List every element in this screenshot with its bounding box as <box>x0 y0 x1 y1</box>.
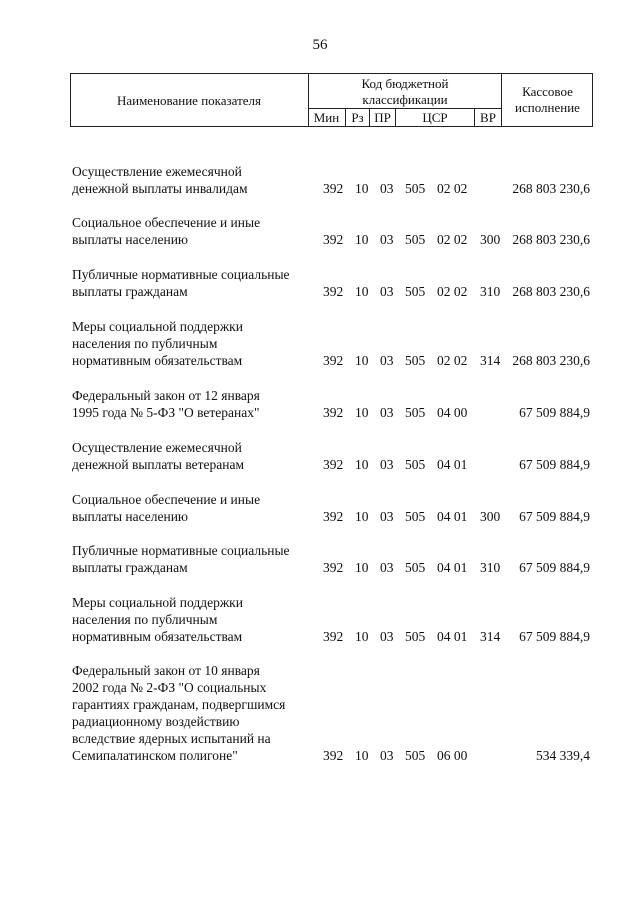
indicator-name-line: Осуществление ежемесячной <box>72 164 242 179</box>
code-pr: 03 <box>380 353 394 368</box>
code-csr1: 505 <box>405 748 426 763</box>
amount: 67 509 884,9 <box>519 457 590 472</box>
code-vr: 310 <box>480 284 501 299</box>
code-pr: 03 <box>380 405 394 420</box>
code-min: 392 <box>323 232 344 247</box>
code-csr2: 02 02 <box>437 284 468 299</box>
code-min: 392 <box>323 353 344 368</box>
code-min: 392 <box>323 748 344 763</box>
code-vr: 314 <box>480 353 501 368</box>
indicator-name-line: нормативным обязательствам <box>72 629 243 644</box>
amount: 67 509 884,9 <box>519 629 590 644</box>
code-rz: 10 <box>355 457 369 472</box>
indicator-name <box>72 439 322 473</box>
code-csr1: 505 <box>405 232 426 247</box>
code-min: 392 <box>323 284 344 299</box>
amount: 534 339,4 <box>536 748 590 763</box>
code-csr2: 06 00 <box>437 748 468 763</box>
indicator-name <box>72 163 322 197</box>
amount: 67 509 884,9 <box>519 405 590 420</box>
indicator-name-line: Меры социальной поддержки <box>72 595 243 610</box>
amount: 268 803 230,6 <box>512 181 590 196</box>
indicator-name-line: Федеральный закон от 12 января <box>72 388 260 403</box>
amount: 268 803 230,6 <box>512 284 590 299</box>
indicator-name-line: 1995 года № 5-ФЗ "О ветеранах" <box>72 405 260 420</box>
code-rz: 10 <box>355 405 369 420</box>
code-rz: 10 <box>355 284 369 299</box>
indicator-name-line: населения по публичным <box>72 612 218 627</box>
code-rz: 10 <box>355 509 369 524</box>
indicator-name-line: Меры социальной поддержки <box>72 319 243 334</box>
code-csr1: 505 <box>405 284 426 299</box>
header-code-line1: Код бюджетной <box>361 76 449 91</box>
indicator-name-line: Публичные нормативные социальные <box>72 267 290 282</box>
code-csr1: 505 <box>405 405 426 420</box>
code-pr: 03 <box>380 284 394 299</box>
indicator-name <box>72 214 322 248</box>
indicator-name-line: Публичные нормативные социальные <box>72 543 290 558</box>
code-rz: 10 <box>355 353 369 368</box>
indicator-name-line: 2002 года № 2-ФЗ "О социальных <box>72 680 267 695</box>
code-min: 392 <box>323 405 344 420</box>
code-rz: 10 <box>355 748 369 763</box>
indicator-name-line: населения по публичным <box>72 336 218 351</box>
indicator-name <box>72 318 322 369</box>
code-csr2: 04 01 <box>437 629 468 644</box>
amount: 268 803 230,6 <box>512 232 590 247</box>
code-vr: 300 <box>480 509 501 524</box>
code-csr1: 505 <box>405 181 426 196</box>
header-rz: Рз <box>351 110 364 125</box>
code-pr: 03 <box>380 560 394 575</box>
indicator-name <box>72 542 322 576</box>
code-csr2: 04 01 <box>437 509 468 524</box>
code-min: 392 <box>323 457 344 472</box>
code-min: 392 <box>323 181 344 196</box>
indicator-name-line: нормативным обязательствам <box>72 353 243 368</box>
code-pr: 03 <box>380 181 394 196</box>
amount: 67 509 884,9 <box>519 509 590 524</box>
code-pr: 03 <box>380 629 394 644</box>
page-number: 56 <box>312 37 328 53</box>
indicator-name <box>72 594 322 645</box>
indicator-name-line: гарантиях гражданам, подвергшимся <box>72 697 286 712</box>
header-vr: ВР <box>480 110 496 125</box>
code-rz: 10 <box>355 629 369 644</box>
indicator-name-line: радиационному воздействию <box>72 714 240 729</box>
header-code-line2: классификации <box>362 92 448 107</box>
header-name: Наименование показателя <box>116 93 262 108</box>
code-pr: 03 <box>380 509 394 524</box>
indicator-name-line: выплаты гражданам <box>72 560 188 575</box>
indicator-name-line: Социальное обеспечение и иные <box>72 492 261 507</box>
header-csr: ЦСР <box>422 110 448 125</box>
code-min: 392 <box>323 509 344 524</box>
indicator-name-line: денежной выплаты ветеранам <box>72 457 245 472</box>
code-csr1: 505 <box>405 353 426 368</box>
code-csr1: 505 <box>405 560 426 575</box>
indicator-name <box>72 387 322 421</box>
header-pr: ПР <box>374 110 391 125</box>
indicator-name-line: выплаты населению <box>72 232 189 247</box>
indicator-name-line: выплаты населению <box>72 509 189 524</box>
code-min: 392 <box>323 629 344 644</box>
code-csr2: 02 02 <box>437 353 468 368</box>
code-csr1: 505 <box>405 629 426 644</box>
code-rz: 10 <box>355 232 369 247</box>
indicator-name-line: вследствие ядерных испытаний на <box>72 731 271 746</box>
header-min: Мин <box>313 110 340 125</box>
indicator-name <box>72 662 322 764</box>
header-amount-line1: Кассовое <box>522 84 573 99</box>
indicator-name <box>72 266 322 300</box>
code-vr: 300 <box>480 232 501 247</box>
code-csr2: 02 02 <box>437 232 468 247</box>
indicator-name-line: Семипалатинском полигоне" <box>72 748 238 763</box>
code-csr1: 505 <box>405 457 426 472</box>
indicator-name <box>72 491 322 525</box>
code-csr1: 505 <box>405 509 426 524</box>
indicator-name-line: Социальное обеспечение и иные <box>72 215 261 230</box>
code-rz: 10 <box>355 560 369 575</box>
code-vr: 314 <box>480 629 501 644</box>
code-pr: 03 <box>380 748 394 763</box>
code-csr2: 04 01 <box>437 560 468 575</box>
indicator-name-line: Осуществление ежемесячной <box>72 440 242 455</box>
code-min: 392 <box>323 560 344 575</box>
indicator-name-line: выплаты гражданам <box>72 284 188 299</box>
amount: 67 509 884,9 <box>519 560 590 575</box>
code-csr2: 02 02 <box>437 181 468 196</box>
code-rz: 10 <box>355 181 369 196</box>
code-pr: 03 <box>380 232 394 247</box>
header-amount-line2: исполнение <box>515 100 580 115</box>
amount: 268 803 230,6 <box>512 353 590 368</box>
indicator-name-line: денежной выплаты инвалидам <box>72 181 248 196</box>
code-pr: 03 <box>380 457 394 472</box>
indicator-name-line: Федеральный закон от 10 января <box>72 663 260 678</box>
code-csr2: 04 00 <box>437 405 468 420</box>
code-vr: 310 <box>480 560 501 575</box>
code-csr2: 04 01 <box>437 457 468 472</box>
